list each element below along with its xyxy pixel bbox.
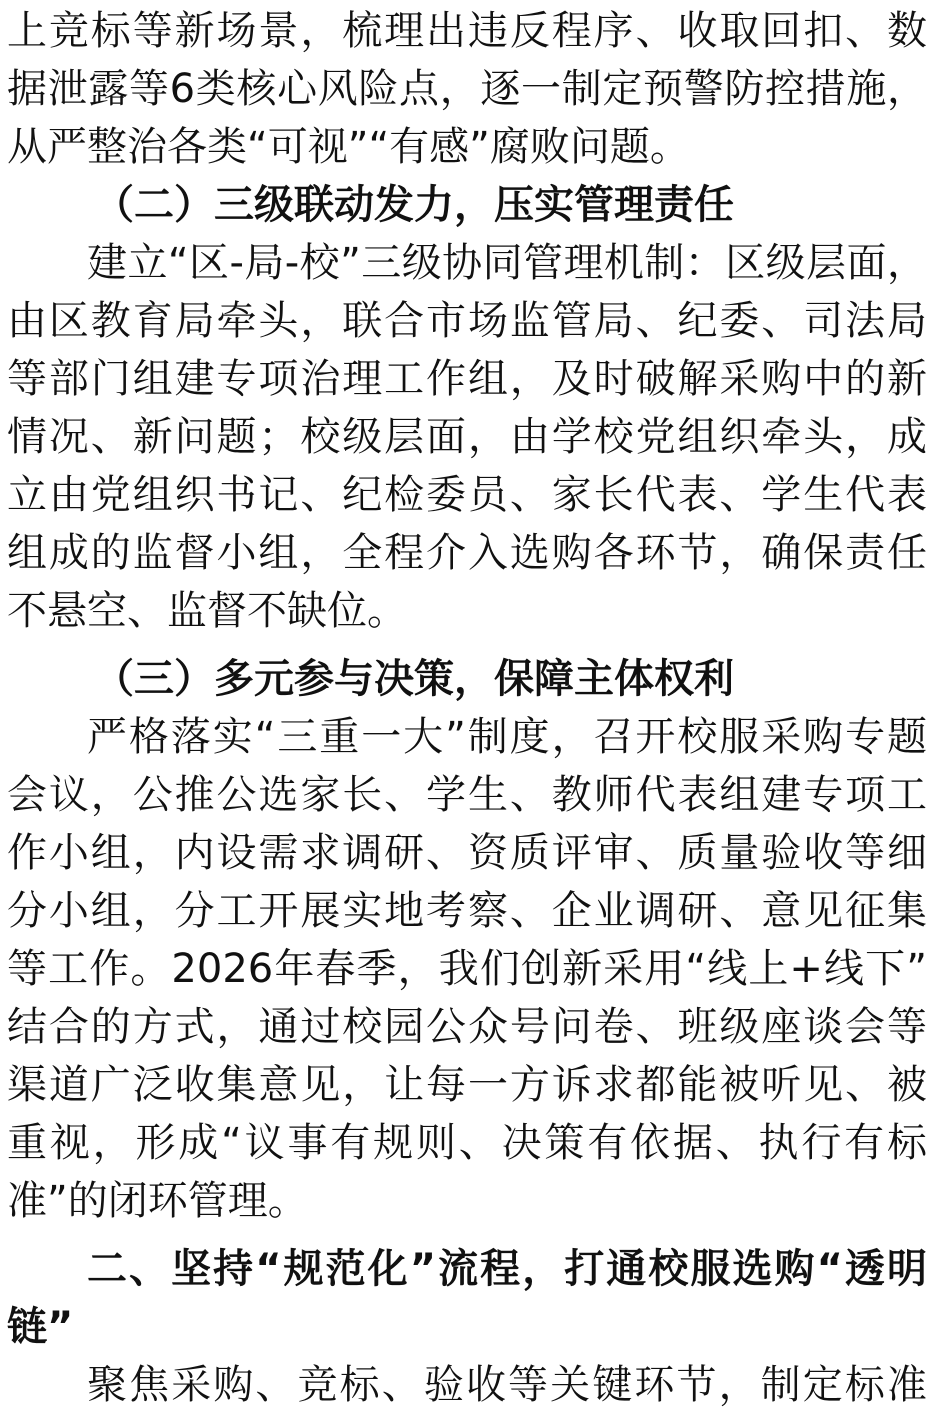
body-text-line: 上竞标等新场景，梳理出违反程序、收取回扣、数 <box>7 8 927 54</box>
body-text-line: 立由党组织书记、纪检委员、家长代表、学生代表 <box>7 472 927 518</box>
body-text-line: 结合的方式，通过校园公众号问卷、班级座谈会等 <box>7 1004 927 1050</box>
body-text-line: 建立“区-局-校”三级协同管理机制：区级层面， <box>87 240 927 286</box>
body-text-line: 重视，形成“议事有规则、决策有依据、执行有标 <box>7 1120 927 1166</box>
body-text-line: 渠道广泛收集意见，让每一方诉求都能被听见、被 <box>7 1062 927 1108</box>
body-text-line: 分小组，分工开展实地考察、企业调研、意见征集 <box>7 888 927 934</box>
body-text-line: 等部门组建专项治理工作组，及时破解采购中的新 <box>7 356 927 402</box>
body-text-line: 聚焦采购、竞标、验收等关键环节，制定标准 <box>87 1362 927 1408</box>
body-text-line: 不悬空、监督不缺位。 <box>7 588 407 634</box>
chapter-heading-cont: 链” <box>7 1304 74 1350</box>
body-text-line: 等工作。2026年春季，我们创新采用“线上+线下” <box>7 946 927 992</box>
chapter-heading: 二、坚持“规范化”流程，打通校服选购“透明 <box>87 1246 927 1292</box>
body-text-line: 会议，公推公选家长、学生、教师代表组建专项工 <box>7 772 927 818</box>
body-text-line: 从严整治各类“可视”“有感”腐败问题。 <box>7 124 690 170</box>
body-text-line: 据泄露等6类核心风险点，逐一制定预警防控措施， <box>7 66 927 112</box>
body-text-line: 准”的闭环管理。 <box>7 1178 308 1224</box>
body-text-line: 由区教育局牵头，联合市场监管局、纪委、司法局 <box>7 298 927 344</box>
body-text-line: 组成的监督小组，全程介入选购各环节，确保责任 <box>7 530 927 576</box>
body-text-line: 严格落实“三重一大”制度，召开校服采购专题 <box>87 714 927 760</box>
body-text-line: 作小组，内设需求调研、资质评审、质量验收等细 <box>7 830 927 876</box>
body-text-line: 情况、新问题；校级层面，由学校党组织牵头，成 <box>7 414 927 460</box>
section-heading: （二）三级联动发力，压实管理责任 <box>94 182 734 228</box>
section-heading: （三）多元参与决策，保障主体权利 <box>94 656 734 702</box>
